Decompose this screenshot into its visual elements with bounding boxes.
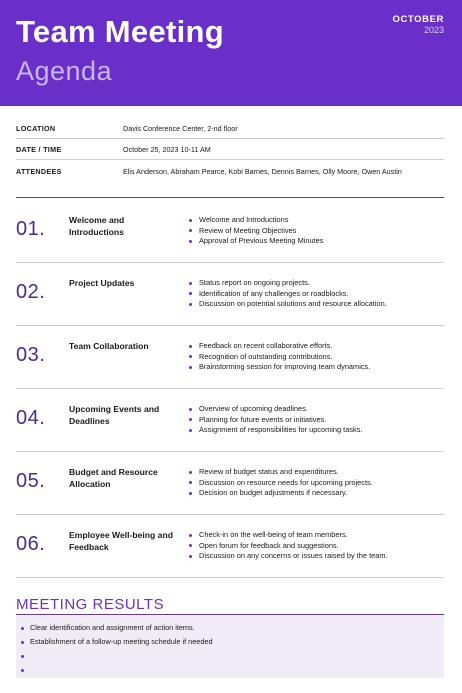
agenda-item bbox=[16, 515, 444, 578]
info-row-location bbox=[16, 118, 444, 139]
agenda-point: Open forum for feedback and suggestions. bbox=[188, 541, 388, 552]
agenda-point: Check-in on the well-being of team members. bbox=[188, 530, 388, 541]
agenda-number: 05. bbox=[16, 470, 46, 492]
agenda-point: Review of Meeting Objectives bbox=[188, 226, 323, 237]
results-divider bbox=[16, 614, 444, 615]
header-year: 2023 bbox=[423, 25, 444, 35]
agenda-title: Upcoming Events and Deadlines bbox=[69, 404, 160, 426]
page-title: Team Meeting bbox=[16, 14, 225, 49]
agenda-point: Discussion on resource needs for upcoming projects. bbox=[188, 478, 373, 489]
agenda-point: Discussion on any concerns or issues raised by the team. bbox=[188, 551, 388, 562]
results-box bbox=[16, 616, 444, 678]
agenda-point: Assignment of responsibilities for upcoming tasks. bbox=[188, 425, 363, 436]
agenda-number: 03. bbox=[16, 344, 46, 366]
agenda-point: Welcome and Introductions bbox=[188, 215, 323, 226]
result-point bbox=[16, 663, 444, 677]
info-row-attendees bbox=[16, 160, 444, 182]
agenda-item bbox=[16, 452, 444, 515]
agenda-point: Decision on budget adjustments if necessary. bbox=[188, 488, 373, 499]
result-point bbox=[16, 649, 444, 663]
info-value: Davis Conference Center, 2-nd floor bbox=[123, 123, 238, 133]
info-row-date-time bbox=[16, 139, 444, 160]
header-banner bbox=[0, 0, 462, 106]
agenda-title: Employee Well-being and Feedback bbox=[69, 530, 173, 552]
agenda-number: 04. bbox=[16, 407, 46, 429]
info-label: LOCATION bbox=[16, 123, 56, 133]
agenda-point: Feedback on recent collaborative efforts. bbox=[188, 341, 370, 352]
agenda-title: Welcome and Introductions bbox=[69, 215, 125, 237]
agenda-item bbox=[16, 326, 444, 389]
agenda-points bbox=[188, 530, 388, 562]
agenda-number: 01. bbox=[16, 218, 46, 240]
result-point: Establishment of a follow-up meeting schedule if needed bbox=[16, 635, 444, 649]
agenda-point: Identification of any challenges or roadblocks. bbox=[188, 289, 387, 300]
agenda-point: Overview of upcoming deadlines. bbox=[188, 404, 363, 415]
info-label: ATTENDEES bbox=[16, 166, 62, 176]
agenda-item bbox=[16, 263, 444, 326]
agenda-title: Budget and Resource Allocation bbox=[69, 467, 158, 489]
agenda-number: 02. bbox=[16, 281, 46, 303]
agenda-points bbox=[188, 278, 387, 310]
agenda-point: Planning for future events or initiatives. bbox=[188, 415, 363, 426]
divider bbox=[16, 197, 444, 198]
agenda-points bbox=[188, 404, 363, 436]
agenda-point: Recognition of outstanding contributions. bbox=[188, 352, 370, 363]
results-list bbox=[16, 616, 444, 677]
info-value: Elis Anderson, Abraham Pearce, Kobi Barnes, Dennis Barnes, Olly Moore, Owen Austin bbox=[123, 166, 402, 176]
agenda-item bbox=[16, 200, 444, 263]
agenda-title: Project Updates bbox=[69, 278, 135, 288]
info-label: DATE / TIME bbox=[16, 144, 62, 154]
page-subtitle: Agenda bbox=[16, 56, 113, 86]
agenda-item bbox=[16, 389, 444, 452]
agenda-points bbox=[188, 341, 370, 373]
agenda-point: Review of budget status and expenditures. bbox=[188, 467, 373, 478]
agenda-point: Brainstorming session for improving team dynamics. bbox=[188, 362, 370, 373]
agenda-points bbox=[188, 215, 323, 247]
agenda-number: 06. bbox=[16, 533, 46, 555]
header-month: OCTOBER bbox=[392, 14, 444, 25]
agenda-point: Status report on ongoing projects. bbox=[188, 278, 387, 289]
agenda-list bbox=[16, 200, 444, 578]
agenda-point: Approval of Previous Meeting Minutes bbox=[188, 236, 323, 247]
result-point: Clear identification and assignment of action items. bbox=[16, 621, 444, 635]
agenda-title: Team Collaboration bbox=[69, 341, 149, 351]
results-title: MEETING RESULTS bbox=[16, 596, 165, 613]
meeting-info-table bbox=[16, 118, 444, 182]
agenda-points bbox=[188, 467, 373, 499]
info-value: October 25, 2023 10-11 AM bbox=[123, 144, 211, 154]
agenda-point: Discussion on potential solutions and resource allocation. bbox=[188, 299, 387, 310]
